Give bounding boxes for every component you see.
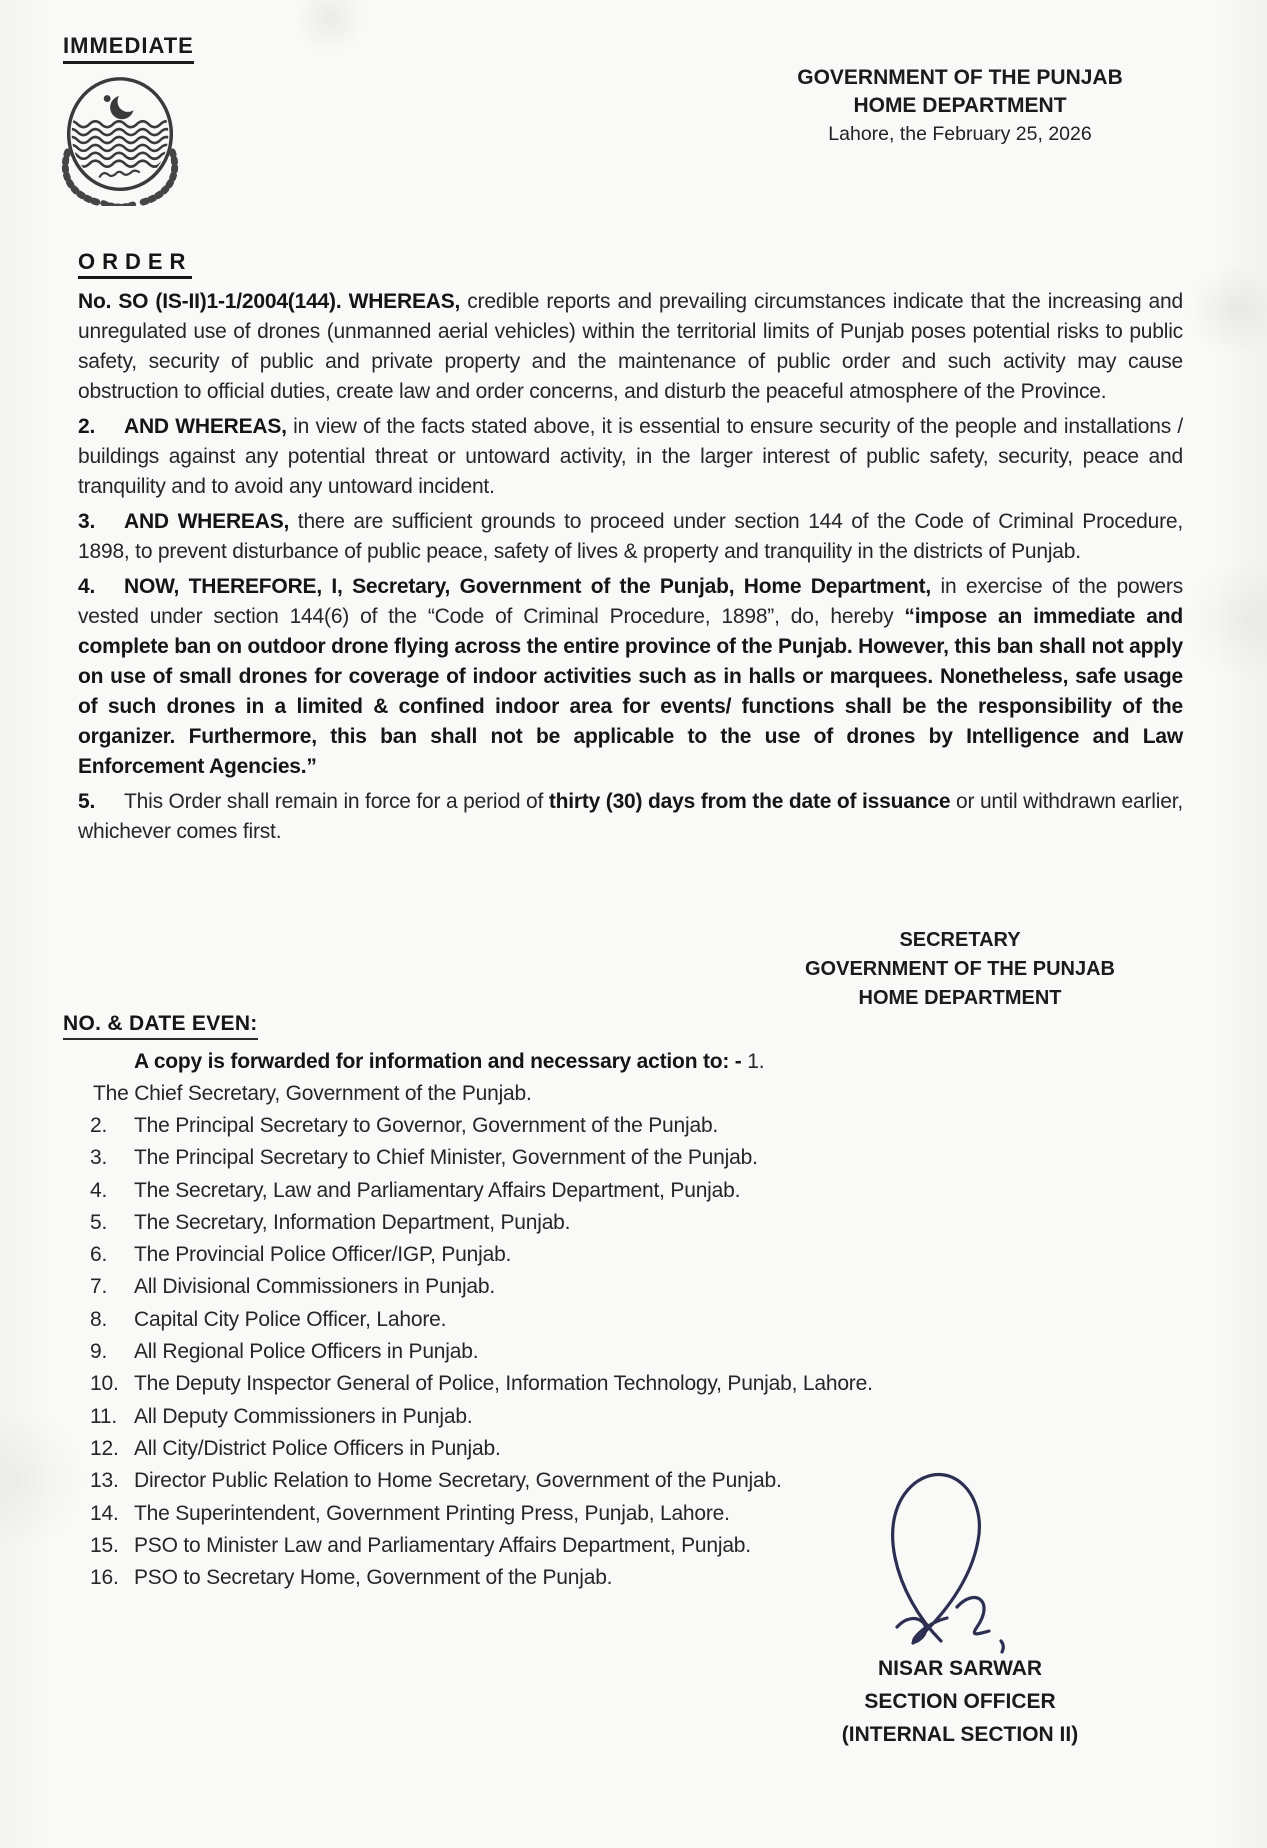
distribution-item-number: 4.	[90, 1178, 108, 1202]
distribution-item-text: All City/District Police Officers in Punjab.	[134, 1436, 501, 1460]
paragraph-number: 5.	[78, 790, 96, 813]
distribution-item-text: Director Public Relation to Home Secretary, Government of the Punjab.	[134, 1469, 782, 1493]
distribution-item	[78, 1271, 1183, 1303]
distribution-item-text: The Secretary, Information Department, Punjab.	[134, 1210, 571, 1234]
distribution-item-text: The Principal Secretary to Chief Minister, Government of the Punjab.	[134, 1146, 758, 1170]
paragraph-number: 2.	[78, 415, 96, 438]
signatory-title: SECRETARY	[899, 929, 1021, 951]
distribution-item-text: PSO to Secretary Home, Government of the Punjab.	[134, 1566, 613, 1590]
paragraph-text: credible reports and prevailing circumstances indicate that the increasing and unregulated use of drones (unmanned aerial vehicles) within the territorial limits of Punjab poses potential risks to public safety, security of public and private property and the maintenance of public order and such activity may cause obstruction to official duties, create law and order concerns, and disturb the peaceful atmosphere of the Province.	[78, 290, 1183, 403]
distribution-item: The Chief Secretary, Government of the Punjab.	[93, 1082, 532, 1105]
paragraph-emphasis: “impose an immediate and complete ban on outdoor drone flying across the entire province of the Punjab. However, this ban shall not apply on use of small drones for coverage of indoor activities such as in halls or marquees. Nonetheless, safe usage of such drones in a limited & confined indoor area for events/ functions shall be the responsibility of the organizer. Furthermore, this ban shall not be applicable to the use of drones by Intelligence and Law Enforcement Agencies.”	[78, 605, 1184, 778]
distribution-item-text: The Principal Secretary to Governor, Government of the Punjab.	[134, 1114, 719, 1137]
distribution-intro-text: A copy is forwarded for information and necessary action to: -	[134, 1050, 748, 1073]
signer-title: SECTION OFFICER	[864, 1690, 1056, 1713]
distribution-item-number: 1.	[747, 1050, 765, 1073]
paragraph-text: This Order shall remain in force for a period of	[124, 790, 549, 813]
letterhead-department: HOME DEPARTMENT	[853, 94, 1067, 117]
paragraph-number: 4.	[78, 575, 96, 598]
distribution-item-number: 3.	[90, 1146, 108, 1170]
distribution-item	[78, 1368, 1183, 1400]
distribution-item	[78, 1110, 1183, 1142]
paragraph-lead: AND WHEREAS,	[124, 415, 287, 438]
distribution-item-number: 8.	[90, 1307, 108, 1331]
distribution-item	[78, 1239, 1183, 1271]
signature-block	[790, 1652, 1130, 1751]
signatory-designation-block	[790, 926, 1130, 1013]
distribution-item-number: 6.	[90, 1243, 108, 1267]
distribution-item	[78, 1207, 1183, 1239]
paragraph-text: or until withdrawn earlier, whichever comes first.	[78, 790, 1183, 843]
distribution-item-number: 14.	[90, 1501, 119, 1525]
distribution-item-number: 9.	[90, 1340, 108, 1364]
distribution-item-text: All Divisional Commissioners in Punjab.	[134, 1275, 496, 1299]
letterhead-block	[790, 64, 1130, 148]
order-heading: ORDER	[78, 250, 192, 279]
distribution-item-text: Capital City Police Officer, Lahore.	[134, 1307, 447, 1331]
distribution-item-number: 16.	[90, 1566, 119, 1590]
distribution-item-number: 7.	[90, 1275, 108, 1299]
distribution-item-text: The Deputy Inspector General of Police, Information Technology, Punjab, Lahore.	[134, 1372, 873, 1396]
distribution-item	[78, 1142, 1183, 1174]
paragraph-text: in exercise of the powers vested under section 144(6) of the “Code of Criminal Procedure, 1898”, do, hereby	[78, 575, 1184, 628]
distribution-item	[78, 1304, 1183, 1336]
punjab-government-crest-icon	[46, 74, 194, 206]
distribution-item-text: The Provincial Police Officer/IGP, Punjab.	[134, 1243, 512, 1267]
distribution-item-number: 13.	[90, 1469, 119, 1493]
distribution-item-number: 11.	[90, 1404, 118, 1428]
distribution-item-number: 5.	[90, 1210, 108, 1234]
signer-name: NISAR SARWAR	[877, 1657, 1043, 1680]
distribution-item-text: All Regional Police Officers in Punjab.	[134, 1340, 479, 1364]
order-paragraph-3	[78, 507, 1183, 567]
crest-crescent-icon	[110, 91, 138, 119]
paragraph-emphasis: thirty (30) days from the date of issuance	[548, 790, 951, 813]
paragraph-text: in view of the facts stated above, it is essential to ensure security of the people and installations / buildings against any potential threat or untoward activity, in the larger interest of public safety, security, peace and tranquility and to avoid any untoward incident.	[78, 415, 1183, 498]
distribution-item-text: The Superintendent, Government Printing Press, Punjab, Lahore.	[134, 1501, 730, 1525]
distribution-item	[78, 1175, 1183, 1207]
paragraph-number: 3.	[78, 510, 96, 533]
order-paragraph-1	[78, 287, 1183, 407]
paragraph-lead: NOW, THEREFORE, I, Secretary, Government of the Punjab, Home Department,	[124, 575, 932, 598]
crest-star-dot	[104, 95, 111, 102]
distribution-item-text: PSO to Minister Law and Parliamentary Affairs Department, Punjab.	[134, 1533, 751, 1557]
signatory-government: GOVERNMENT OF THE PUNJAB	[804, 958, 1116, 980]
signer-section: (INTERNAL SECTION II)	[841, 1723, 1079, 1746]
handwritten-signature-icon	[845, 1455, 1035, 1665]
order-body	[78, 250, 1183, 852]
no-and-date-heading: NO. & DATE EVEN:	[63, 1012, 258, 1040]
order-paragraph-5	[78, 787, 1183, 847]
immediate-label: IMMEDIATE	[63, 33, 194, 64]
distribution-item-text: The Secretary, Law and Parliamentary Affairs Department, Punjab.	[134, 1178, 741, 1202]
order-paragraph-2	[78, 412, 1183, 502]
distribution-item-number: 2.	[90, 1114, 108, 1137]
distribution-item-number: 12.	[90, 1436, 119, 1460]
letterhead-place-date: Lahore, the February 25, 2026	[828, 123, 1092, 145]
paragraph-lead: No. SO (IS-II)1-1/2004(144). WHEREAS,	[78, 290, 461, 313]
letterhead-government: GOVERNMENT OF THE PUNJAB	[797, 66, 1123, 89]
crest-script	[99, 171, 139, 178]
distribution-item	[78, 1336, 1183, 1368]
crest-river-waves	[66, 121, 173, 166]
distribution-item-number: 10.	[90, 1372, 119, 1396]
paragraph-text: there are sufficient grounds to proceed under section 144 of the Code of Criminal Procedure, 1898, to prevent disturbance of public peace, safety of lives & property and tranquility in the districts of Punjab.	[78, 510, 1183, 563]
signatory-department: HOME DEPARTMENT	[858, 987, 1062, 1009]
distribution-intro	[134, 1046, 1183, 1078]
distribution-item-text: All Deputy Commissioners in Punjab.	[134, 1404, 473, 1428]
distribution-item	[78, 1401, 1183, 1433]
distribution-item-number: 15.	[90, 1533, 119, 1557]
order-paragraph-4	[78, 572, 1183, 782]
paragraph-lead: AND WHEREAS,	[124, 510, 290, 533]
